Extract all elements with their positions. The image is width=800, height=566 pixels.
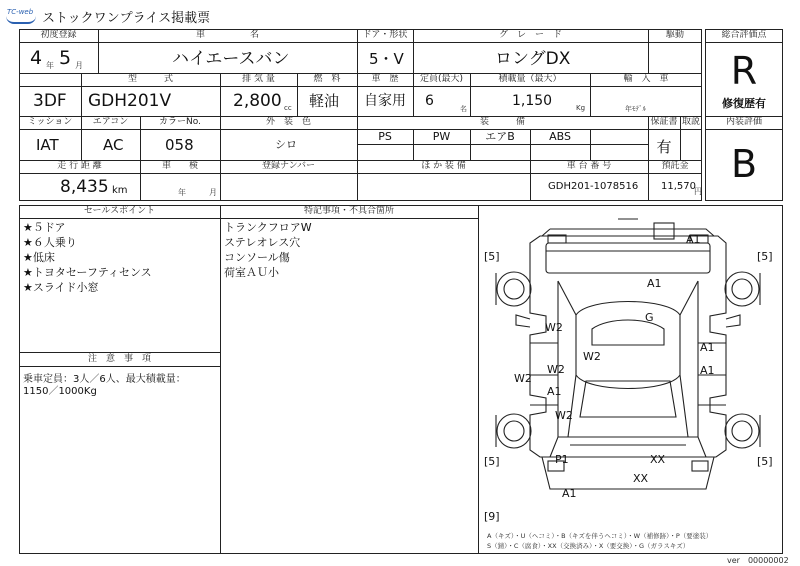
damage-legend-line: S（錆）・C（腐食）・XX（交換済み）・X（要交換）・G（ガラスキズ） [487,542,690,550]
wheel-rear-right [725,414,760,448]
overall-rating-label: 総合評価点 [721,30,767,40]
car-name-label: 車 名 [195,30,259,40]
fuel-label: 燃 料 [313,74,341,84]
sales-point-item: ★スライド小窓 [23,281,99,294]
tire-rear-right-rating: [5] [757,455,773,468]
interior-rating: B [730,142,758,186]
color-no-label: カラーNo. [159,117,201,127]
mileage-label: 走 行 距 離 [57,161,102,171]
tire-rear-left-rating: [5] [484,455,500,468]
vehicle-info-table [19,29,702,201]
damage-mark: A1 [647,277,662,290]
first-registration-label: 初度登録 [40,30,77,40]
model: 3DF [33,91,67,111]
rear-panel [550,437,706,457]
sales-point-item: ★低床 [23,251,55,264]
deposit-unit: 円 [694,187,702,196]
damage-mark: W2 [514,372,532,385]
body-outline [530,236,726,457]
mission-label: ミッション [27,117,73,127]
damage-mark: A1 [700,364,715,377]
caution-line: 乗車定員：3人／6人、最大積載量： [23,374,186,385]
registration-year-unit: 年 [46,61,54,70]
load-unit: Kg [576,104,586,112]
damage-mark: A1 [700,341,715,354]
tire-front-left-rating: [5] [484,250,500,263]
registration-month-unit: 月 [75,61,83,70]
doors-shape-label: ドア・形状 [362,30,408,40]
wheel-rear-left [496,414,531,448]
damage-mark: W2 [545,321,563,334]
capacity-unit: 名 [460,105,467,113]
damage-mark: A1 [562,487,577,500]
damage-mark: W2 [583,350,601,363]
repair-history: 修復歴有 [722,97,766,110]
displacement-unit: cc [284,104,292,112]
usage: 自家用 [364,93,406,109]
mileage-unit: km [112,185,128,196]
tire-front-right-rating: [5] [757,250,773,263]
exterior-color-label: 外 装 色 [265,117,311,127]
inspection-month-unit: 月 [209,188,217,197]
exterior-color: シロ [275,138,297,151]
damage-mark: A1 [686,233,701,246]
deposit: 11,570 [661,181,696,192]
special-note-item: ステレオレス穴 [224,236,301,249]
page-title: ストックワンプライス掲載票 [42,11,211,26]
chassis-no: GDH201-1078516 [548,181,639,192]
interior-rating-label: 内装評価 [725,117,762,127]
other-equipment-label: ほ か 装 備 [421,161,466,171]
color-no: 058 [165,136,194,154]
model-label: 型 式 [127,74,173,84]
warranty-label: 保証書 [650,117,678,127]
inspection-year-unit: 年 [178,188,186,197]
drive-label: 駆動 [665,30,684,40]
deposit-label: 預託金 [661,161,689,171]
special-notes-title: 特記事項・不具合箇所 [303,206,394,216]
displacement-label: 排 気 量 [242,74,275,84]
chassis-no-label: 車 台 番 号 [566,161,612,171]
warranty: 有 [656,138,672,156]
damage-mark: P1 [555,453,569,466]
damage-mark: W2 [555,409,573,422]
registration-year: 4 [30,47,43,69]
load: 1,150 [512,93,553,109]
inspection-label: 車 検 [161,161,198,171]
fuel: 軽油 [309,92,340,110]
logo [6,8,36,24]
equipment-4: ABS [549,130,571,143]
special-note-item: 荷室ＡＵ小 [224,266,279,279]
damage-mark: A1 [547,385,562,398]
registration-month: 5 [59,47,72,69]
sales-point-item: ★６人乗り [23,236,77,249]
logo-text: TC-web [7,8,34,16]
damage-mark: XX [650,453,666,466]
wheel-front-left [496,272,531,306]
usage-label: 車 歴 [371,74,399,84]
damage-mark: G [645,311,654,324]
wheel-front-right [725,272,760,306]
sales-point-item: ★５ドア [23,221,66,234]
import-model-year-label: 年ﾓﾃﾞﾙ [625,105,646,113]
version-label: ver 00000002 [727,556,789,565]
import-label: 輸 入 車 [623,74,669,84]
damage-mark: W2 [547,363,565,376]
caution-title: 注 意 事 項 [87,354,151,364]
aircon-label: エアコン [92,117,129,127]
special-note-item: コンソール傷 [224,251,290,264]
plate-label: 登録ナンバー [262,161,315,171]
sales-points-title: セールスポイント [83,206,156,216]
load-label: 積載量（最大） [498,74,562,84]
special-note-item: トランクフロアW [224,221,312,234]
equipment-2: PW [432,130,451,143]
sales-point-item: ★トヨタセーフティセンス [23,266,152,279]
grade: ロングDX [495,49,571,69]
model-code: GDH201V [88,91,172,111]
damage-legend-line: A（キズ）・U（ヘコミ）・B（キズを伴うヘコミ）・W（補修跡）・P（要塗装） [487,532,713,540]
spare-tire-rating: [9] [484,510,500,523]
capacity-label: 定員(最大) [419,74,464,84]
equipment-3: エアB [485,130,515,143]
overall-rating: R [730,49,758,93]
grade-label: グ レ ー ド [498,30,562,40]
doors-shape: 5・V [369,50,404,68]
damage-mark: XX [633,472,649,485]
capacity: 6 [425,93,434,109]
displacement: 2,800 [233,91,282,111]
aircon: AC [103,136,124,154]
equipment-1: PS [378,130,392,143]
mission: IAT [36,136,59,154]
mileage: 8,435 [60,177,109,197]
equipment-label: 装 備 [479,117,525,127]
manual-label: 取説 [681,117,700,127]
caution-line: 1150／1000Kg [23,386,97,397]
car-name: ハイエースバン [172,49,290,69]
